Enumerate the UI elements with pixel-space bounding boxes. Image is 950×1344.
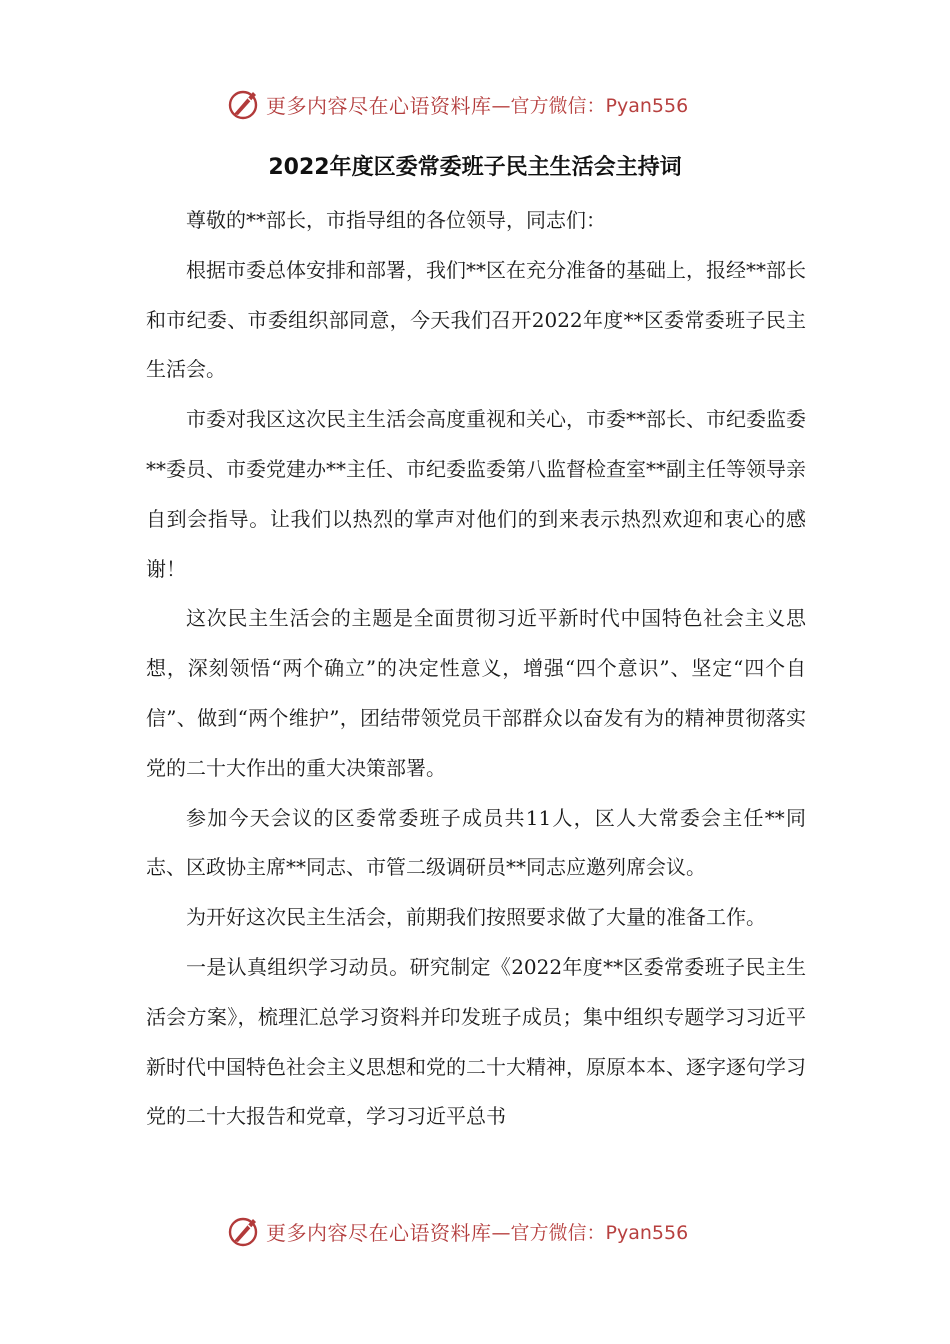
document-body	[146, 196, 806, 1142]
salutation: 尊敬的**部长，市指导组的各位领导，同志们：	[186, 208, 606, 232]
paragraph: 一是认真组织学习动员。研究制定《2022年度**区委常委班子民主生活会方案》，梳理汇总学习资料并印发班子成员；集中组织专题学习习近平新时代中国特色社会主义思想和党的二十大精神，原原本本、逐字逐句学习党的二十大报告和党章，学习习近平总书	[146, 954, 806, 1129]
watermark-contact: —官方微信：Pyan556	[491, 1221, 689, 1244]
paragraph: 参加今天会议的区委常委班子成员共11人，区人大常委会主任**同志、区政协主席**同志、市管二级调研员**同志应邀列席会议。	[146, 805, 806, 880]
header-watermark	[226, 84, 688, 124]
watermark-brand: 更多内容尽在心语资料库	[266, 1220, 492, 1245]
footer-watermark	[226, 1211, 688, 1251]
watermark-contact: —官方微信：Pyan556	[491, 94, 689, 117]
paragraph: 为开好这次民主生活会，前期我们按照要求做了大量的准备工作。	[186, 905, 766, 930]
document-title: 2022年度区委常委班子民主生活会主持词	[268, 155, 682, 180]
paragraph: 这次民主生活会的主题是全面贯彻习近平新时代中国特色社会主义思想，深刻领悟“两个确立”的决定性意义，增强“四个意识”、坚定“四个自信”、做到“两个维护”，团结带领党员干部群众以奋发有为的精神贯彻落实党的二十大作出的重大决策部署。	[146, 606, 806, 780]
quill-circle-logo-icon	[226, 1213, 262, 1249]
paragraph: 市委对我区这次民主生活会高度重视和关心，市委**部长、市纪委监委**委员、市委党建办**主任、市纪委监委第八监督检查室**副主任等领导亲自到会指导。让我们以热烈的掌声对他们的到来表示热烈欢迎和衷心的感谢！	[146, 407, 806, 581]
watermark-brand: 更多内容尽在心语资料库	[266, 93, 492, 118]
quill-circle-logo-icon	[226, 86, 262, 122]
paragraph: 根据市委总体安排和部署，我们**区在充分准备的基础上，报经**部长和市纪委、市委组织部同意，今天我们召开2022年度**区委常委班子民主生活会。	[146, 257, 806, 382]
